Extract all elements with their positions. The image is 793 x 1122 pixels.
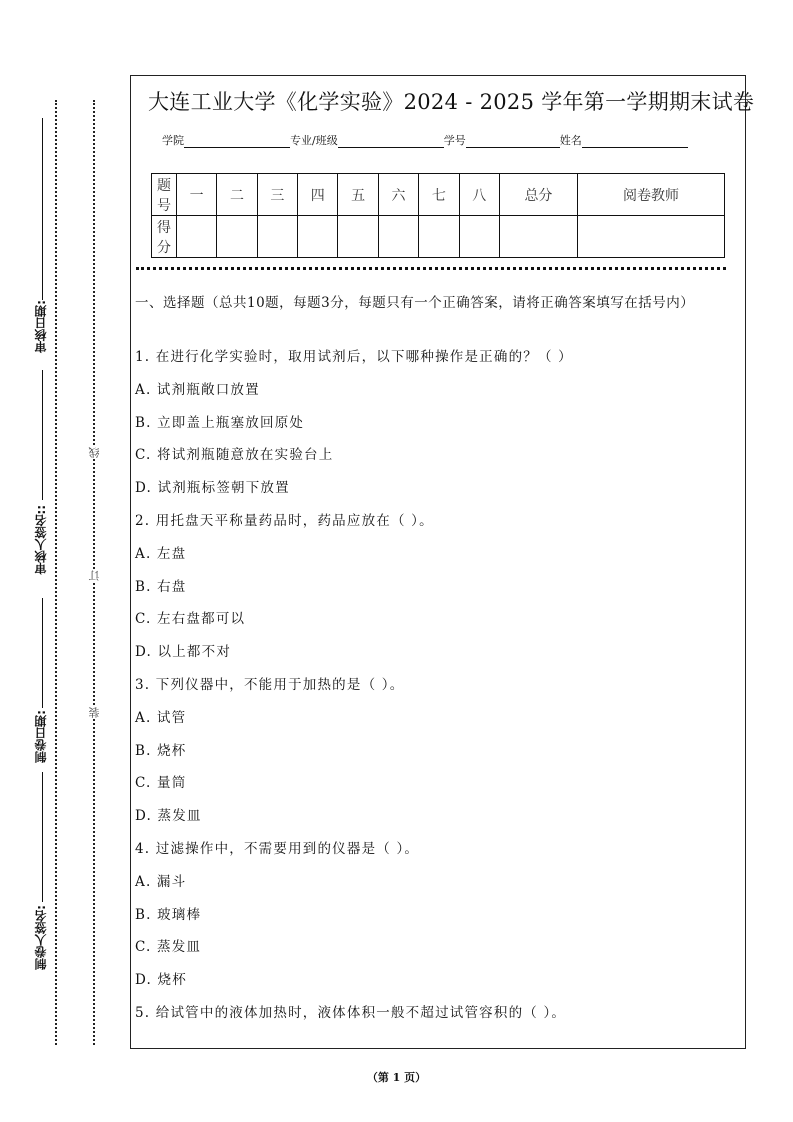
reviewer-signature-label: 审核人签名::	[34, 505, 48, 575]
question-option: C. 左右盘都可以	[135, 611, 246, 628]
question-option: D. 烧杯	[135, 972, 187, 989]
score-header: 八	[459, 174, 499, 216]
score-cell[interactable]	[378, 216, 418, 258]
compiler-signature-label: 制卷人签名:	[34, 905, 48, 970]
score-table	[151, 173, 725, 258]
score-cell[interactable]	[578, 216, 725, 258]
binding-dotted-line-outer	[55, 100, 57, 1045]
score-cell[interactable]	[298, 216, 338, 258]
question-stem: 4. 过滤操作中，不需要用到的仪器是（ ）。	[135, 841, 420, 857]
score-header: 七	[419, 174, 459, 216]
question-option: A. 漏斗	[135, 873, 187, 890]
question-option: B. 玻璃棒	[135, 906, 202, 923]
question-stem: 3. 下列仪器中，不能用于加热的是（ ）。	[135, 677, 405, 693]
student-id-field[interactable]	[466, 133, 560, 148]
question-option: C. 蒸发皿	[135, 939, 202, 956]
binding-mark-staple: 订	[88, 570, 101, 581]
student-id-label: 学号	[443, 134, 466, 147]
score-cell[interactable]	[419, 216, 459, 258]
review-date-label: 审核日期:	[34, 300, 48, 353]
question-option: B. 烧杯	[135, 742, 187, 759]
question-option: C. 量筒	[135, 775, 187, 792]
question-option: C. 将试剂瓶随意放在实验台上	[135, 447, 334, 464]
college-label: 学院	[162, 134, 184, 147]
page-number: （第 1 页）	[366, 1071, 427, 1084]
compile-date-label: 制卷日期:	[34, 710, 48, 763]
score-header: 三	[257, 174, 297, 216]
score-header: 一	[177, 174, 217, 216]
question-option: A. 试剂瓶敞口放置	[135, 381, 260, 398]
score-header: 六	[378, 174, 418, 216]
score-cell[interactable]	[499, 216, 577, 258]
name-label: 姓名	[559, 134, 582, 147]
signature-line	[42, 370, 43, 500]
binding-mark-line: 线	[88, 447, 101, 458]
signature-line	[42, 118, 43, 300]
question-option: D. 试剂瓶标签朝下放置	[135, 480, 290, 497]
dotted-divider	[136, 267, 726, 270]
binding-mark-bind: 装	[88, 707, 101, 718]
name-field[interactable]	[582, 133, 688, 148]
question-option: A. 左盘	[135, 545, 187, 562]
score-cell[interactable]	[177, 216, 217, 258]
question-stem: 1. 在进行化学实验时，取用试剂后，以下哪种操作是正确的？（ ）	[135, 349, 573, 365]
score-header: 题号	[152, 174, 177, 216]
question-option: B. 立即盖上瓶塞放回原处	[135, 414, 305, 431]
signature-line	[42, 772, 43, 902]
question-option: D. 以上都不对	[135, 644, 232, 661]
question-stem: 2. 用托盘天平称量药品时，药品应放在（ ）。	[135, 513, 434, 529]
score-header: 二	[217, 174, 257, 216]
student-info-fields	[162, 132, 688, 148]
section-intro: 一、选择题（总共10题，每题3分，每题只有一个正确答案，请将正确答案填写在括号内）	[135, 295, 695, 311]
exam-title: 大连工业大学《化学实验》2024 - 2025 学年第一学期期末试卷	[148, 90, 755, 114]
question-option: A. 试管	[135, 709, 187, 726]
major-class-field[interactable]	[338, 133, 444, 148]
score-cell[interactable]	[338, 216, 378, 258]
college-field[interactable]	[184, 133, 290, 148]
score-cell[interactable]	[217, 216, 257, 258]
score-header: 五	[338, 174, 378, 216]
question-stem: 5. 给试管中的液体加热时，液体体积一般不超过试管容积的（ ）。	[135, 1005, 567, 1021]
major-class-label: 专业/班级	[290, 134, 338, 147]
score-header: 四	[298, 174, 338, 216]
question-option: B. 右盘	[135, 578, 187, 595]
question-option: D. 蒸发皿	[135, 808, 202, 825]
score-header: 总分	[499, 174, 577, 216]
score-cell[interactable]	[257, 216, 297, 258]
score-row-label: 得分	[152, 216, 177, 258]
score-cell[interactable]	[459, 216, 499, 258]
signature-line	[42, 598, 43, 708]
score-header: 阅卷教师	[578, 174, 725, 216]
